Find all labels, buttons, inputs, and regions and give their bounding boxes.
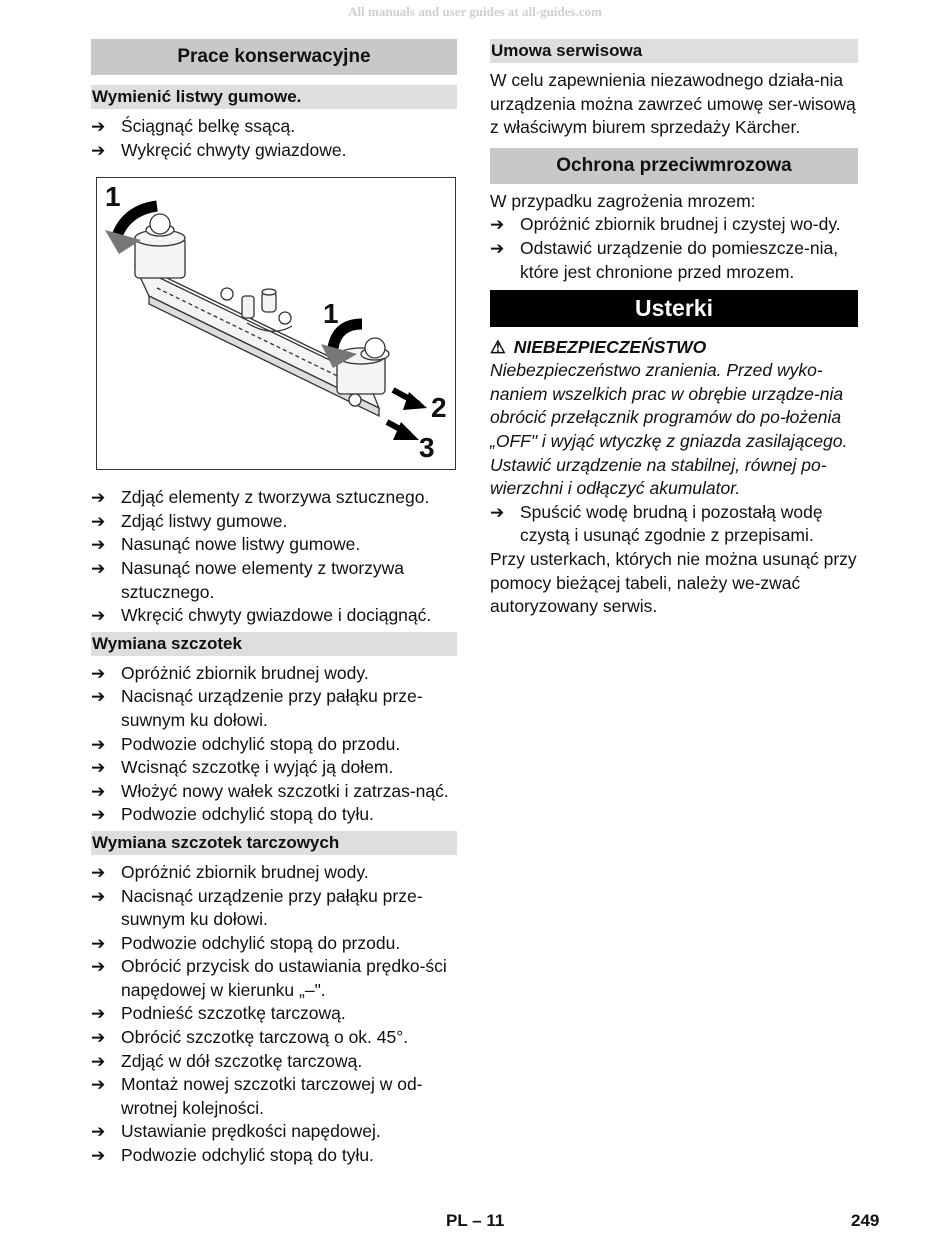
arrow-icon: ➔ (91, 687, 106, 707)
arrow-icon: ➔ (91, 933, 106, 953)
tarczowe-steps (91, 861, 457, 1168)
list-item: ➔ Nasunąć nowe listwy gumowe. (91, 533, 457, 557)
list-item: ➔ Podnieść szczotkę tarczową. (91, 1002, 457, 1026)
arrow-icon: ➔ (490, 502, 505, 522)
arrow-icon: ➔ (91, 535, 106, 555)
heading-umowa: Umowa serwisowa (490, 39, 858, 63)
squeegee-drawing (97, 178, 455, 469)
list-item: ➔ Opróżnić zbiornik brudnej wody. (91, 861, 457, 885)
arrow-icon: ➔ (91, 805, 106, 825)
right-column (490, 39, 858, 619)
list-item: ➔ Spuścić wodę brudną i pozostałą wodę czystą i usunąć zgodnie z przepisami. (490, 501, 823, 546)
arrow-icon: ➔ (91, 1075, 106, 1095)
section-title-usterki: Usterki (490, 290, 858, 327)
list-item: ➔ Ustawianie prędkości napędowej. (91, 1120, 457, 1144)
warning-heading: ⚠ NIEBEZPIECZEŃSTWO (490, 337, 707, 358)
list-item: ➔ Zdjąć listwy gumowe. (91, 510, 457, 534)
arrow-icon: ➔ (91, 558, 106, 578)
list-item: ➔ Nacisnąć urządzenie przy pałąku prze-suwnym ku dołowi. (91, 686, 423, 730)
arrow-icon: ➔ (91, 734, 106, 754)
arrow-icon: ➔ (91, 488, 106, 508)
list-item: ➔ Podwozie odchylić stopą do tyłu. (91, 803, 457, 827)
szczotki-steps (91, 662, 457, 827)
arrow-icon: ➔ (91, 140, 106, 160)
list-item: ➔ Obrócić szczotkę tarczową o ok. 45°. (91, 1026, 457, 1050)
heading-tarczowe: Wymiana szczotek tarczowych (91, 831, 457, 855)
list-item: ➔ Podwozie odchylić stopą do tyłu. (91, 1144, 457, 1168)
arrow-icon: ➔ (490, 215, 505, 235)
figure-label-1a: 1 (105, 181, 121, 213)
arrow-icon: ➔ (91, 511, 106, 531)
list-item: ➔ Zdjąć w dół szczotkę tarczową. (91, 1050, 457, 1074)
ochrona-steps (490, 213, 858, 284)
list-item: ➔ Nacisnąć urządzenie przy pałąku prze-suwnym ku dołowi. (91, 885, 423, 930)
list-item: ➔ Montaż nowej szczotki tarczowej w od-wrotnej kolejności. (91, 1074, 423, 1118)
arrow-icon: ➔ (91, 117, 106, 136)
watermark: All manuals and user guides at all-guides.com (348, 4, 602, 19)
arrow-icon: ➔ (91, 758, 106, 778)
warning-text-1: Niebezpieczeństwo zranienia. Przed wyko-naniem wszelkich prac w obrębie urządze-nia obrócić przełącznik programów do po-łożenia „OFF" i wyjąć wtyczkę z gniazda zasilającego. (490, 360, 848, 451)
arrow-icon: ➔ (91, 862, 106, 882)
list-item: ➔ Zdjąć elementy z tworzywa sztucznego. (91, 486, 457, 510)
listwy-steps-before (91, 115, 457, 162)
arrow-icon: ➔ (91, 957, 106, 977)
arrow-icon: ➔ (490, 238, 505, 258)
footer-page-number: 249 (851, 1211, 880, 1230)
arrow-icon: ➔ (91, 1028, 106, 1048)
heading-listwy: Wymienić listwy gumowe. (91, 85, 457, 109)
figure-label-2: 2 (431, 392, 447, 424)
section-title-prace: Prace konserwacyjne (91, 39, 457, 75)
footer-section-number: PL – 11 (446, 1211, 505, 1230)
list-item: ➔ Ściągnąć belkę ssącą. (91, 115, 457, 139)
usterki-steps (490, 501, 858, 548)
heading-szczotki: Wymiana szczotek (91, 632, 457, 656)
section-title-ochrona: Ochrona przeciwmrozowa (490, 148, 858, 184)
squeegee-illustration (96, 177, 456, 470)
left-column (91, 39, 457, 1168)
list-item: ➔ Opróżnić zbiornik brudnej wody. (91, 662, 457, 686)
figure-label-3: 3 (419, 432, 435, 464)
figure-label-1b: 1 (323, 298, 339, 330)
arrow-icon: ➔ (91, 781, 106, 801)
list-item: ➔ Nasunąć nowe elementy z tworzywa sztucznego. (91, 557, 405, 602)
usterki-closing: Przy usterkach, których nie można usunąć przy pomocy bieżącej tabeli, należy we-zwać autoryzowany serwis. (490, 548, 857, 617)
list-item: ➔ Obrócić przycisk do ustawiania prędko-ści napędowej w kierunku „–". (91, 956, 447, 1000)
arrow-icon: ➔ (91, 606, 106, 626)
warning-triangle-icon: ⚠ (490, 337, 506, 358)
arrow-icon: ➔ (91, 1004, 106, 1024)
list-item: ➔ Podwozie odchylić stopą do przodu. (91, 733, 457, 757)
list-item: ➔ Wkręcić chwyty gwiazdowe i dociągnąć. (91, 604, 457, 628)
list-item: ➔ Włożyć nowy wałek szczotki i zatrzas-nąć. (91, 780, 457, 804)
warning-text-2: Ustawić urządzenie na stabilnej, równej po-wierzchni i odłączyć akumulator. (490, 454, 827, 499)
list-item: ➔ Wykręcić chwyty gwiazdowe. (91, 139, 457, 163)
arrow-icon: ➔ (91, 886, 106, 906)
arrow-icon: ➔ (91, 663, 106, 683)
list-item: ➔ Odstawić urządzenie do pomieszcze-nia, które jest chronione przed mrozem. (490, 237, 839, 282)
arrow-icon: ➔ (91, 1051, 106, 1071)
arrow-icon: ➔ (91, 1146, 106, 1166)
arrow-icon: ➔ (91, 1122, 106, 1142)
listwy-steps-after (91, 486, 457, 628)
list-item: ➔ Opróżnić zbiornik brudnej i czystej wo-dy. (490, 213, 858, 237)
list-item: ➔ Wcisnąć szczotkę i wyjąć ją dołem. (91, 756, 457, 780)
umowa-text: W celu zapewnienia niezawodnego działa-nia urządzenia można zawrzeć umowę ser-wisową z właściwym biurem sprzedaży Kärcher. (490, 70, 856, 138)
ochrona-intro: W przypadku zagrożenia mrozem: (490, 190, 756, 211)
list-item: ➔ Podwozie odchylić stopą do przodu. (91, 932, 457, 956)
